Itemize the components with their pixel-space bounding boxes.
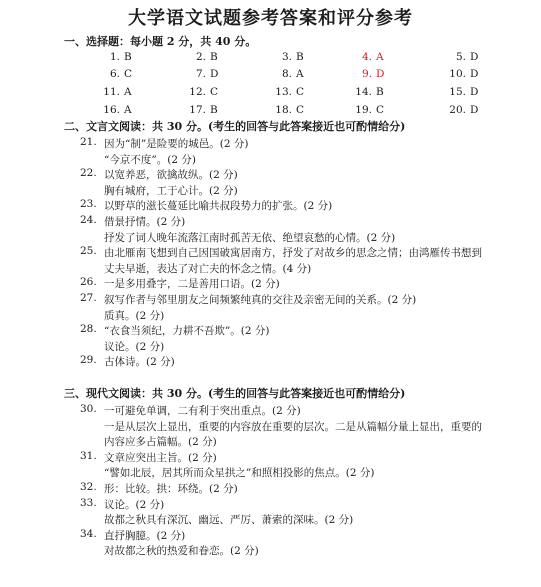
question-number: 32. (80, 481, 97, 493)
section-1-heading: 一、选择题：每小题 2 分，共 40 分。 (64, 35, 257, 48)
answer-text: “今京不度”。(2 分) (104, 153, 196, 166)
mc-answer-letter: A (124, 86, 132, 98)
mc-question-number: 15. (449, 86, 466, 98)
answer-text: 古体诗。(2 分) (104, 356, 175, 369)
mc-question-number: 9. (361, 68, 372, 80)
mc-question-number: 11. (103, 86, 120, 98)
question-number: 34. (80, 527, 97, 540)
mc-question-number: 14. (355, 86, 372, 98)
mc-question-number: 8. (281, 68, 292, 80)
section-3-heading: 三、现代文阅读：共 30 分。(考生的回答与此答案接近也可酌情给分) (64, 387, 406, 400)
answer-text: 形：比较。拱：环绕。(2 分) (104, 483, 238, 495)
answer-text: 一是多用叠字，二是善用口语。(2 分) (104, 278, 280, 291)
answer-text: 内容应多占篇幅。(2 分) (104, 436, 217, 449)
mc-answer-letter: D (376, 68, 385, 80)
answer-text: 议论。(2 分) (104, 498, 165, 511)
answer-text: 丈夫早逝，表达了对亡夫的怀念之情。(4 分) (104, 262, 312, 275)
mc-question-number: 10. (449, 68, 466, 80)
answer-text: 抒发了词人晚年流落江南时孤苦无依、绝望哀愁的心情。(2 分) (104, 231, 396, 244)
mc-answer-letter: C (124, 68, 133, 80)
question-number: 26. (80, 276, 97, 289)
mc-question-number: 1. (109, 51, 120, 63)
mc-answer-letter: A (376, 51, 384, 63)
answer-text: 由北雁南飞想到自己因国破寓居南方，抒发了对故乡的思念之情；由鸿雁传书想到 (104, 247, 482, 260)
question-number: 24. (80, 214, 97, 226)
mc-question-number: 5. (455, 51, 466, 63)
question-number: 22. (80, 167, 97, 180)
mc-answer-letter: C (296, 104, 305, 116)
question-number: 21. (80, 136, 97, 148)
question-number: 25. (80, 245, 97, 258)
mc-answer-letter: D (210, 68, 219, 80)
mc-question-number: 3. (281, 51, 292, 63)
mc-question-number: 7. (195, 68, 206, 80)
mc-question-number: 13. (275, 86, 292, 98)
answer-text: 一是从层次上显出，重要的内容放在重要的层次。二是从篇幅分量上显出，重要的 (104, 420, 482, 433)
question-number: 28. (80, 323, 97, 336)
mc-answer-letter: B (124, 51, 132, 63)
mc-question-number: 6. (109, 68, 120, 80)
mc-answer-letter: A (124, 104, 132, 116)
answer-text: “譬如北辰，居其所而众星拱之”和照相投影的焦点。(2 分) (104, 467, 375, 480)
answer-text: “衣食当须纪，力耕不吾欺”。(2 分) (104, 325, 270, 338)
mc-question-number: 16. (103, 104, 120, 116)
answer-text: 议论。(2 分) (104, 340, 165, 353)
answer-text: 直抒胸臆。(2 分) (104, 529, 186, 542)
question-number: 30. (80, 403, 97, 415)
answer-text: 因为“制”是险要的城邑。(2 分) (104, 138, 249, 150)
answer-text: 以野草的滋长蔓延比喻共叔段势力的扩张。(2 分) (104, 200, 333, 213)
mc-question-number: 17. (189, 104, 206, 116)
mc-question-number: 19. (355, 104, 372, 116)
mc-answer-letter: B (210, 104, 218, 116)
answer-text: 胸有城府，工于心计。(2 分) (104, 184, 238, 197)
mc-answer-letter: A (296, 68, 304, 80)
mc-answer-letter: D (470, 104, 479, 116)
answer-text: 借景抒情。(2 分) (104, 216, 186, 228)
question-number: 33. (80, 496, 97, 509)
mc-answer-letter: D (470, 51, 479, 63)
answer-text: 叙写作者与邻里朋友之间频繁纯真的交往及亲密无间的关系。(2 分) (104, 294, 417, 306)
mc-answer-letter: C (376, 104, 385, 116)
mc-question-number: 2. (195, 51, 206, 63)
mc-answer-letter: D (470, 86, 479, 98)
answer-text: 对故都之秋的热爱和眷恋。(2 分) (104, 545, 259, 558)
mc-question-number: 20. (449, 104, 466, 116)
answer-text: 一可避免单调，二有利于突出重点。(2 分) (104, 405, 301, 417)
answer-text: 质真。(2 分) (104, 309, 165, 322)
answer-text: 文章应突出主旨。(2 分) (104, 451, 217, 464)
mc-answer-letter: B (296, 51, 304, 63)
mc-question-number: 4. (361, 51, 372, 63)
section-2-heading: 二、文言文阅读：共 30 分。(考生的回答与此答案接近也可酌情给分) (64, 120, 406, 133)
question-number: 27. (80, 292, 97, 304)
mc-answer-letter: C (296, 86, 305, 98)
answer-text: 故都之秋具有深沉、幽远、严厉、萧索的深味。(2 分) (104, 514, 354, 527)
mc-question-number: 12. (189, 86, 206, 98)
mc-answer-letter: B (210, 51, 218, 63)
answer-text: 以宽养恶，欲擒故纵。(2 分) (104, 169, 238, 182)
mc-answer-letter: D (470, 68, 479, 80)
question-number: 31. (80, 449, 97, 462)
question-number: 23. (80, 198, 97, 211)
question-number: 29. (80, 354, 97, 367)
mc-answer-letter: B (376, 86, 384, 98)
page-title: 大学语文试题参考答案和评分参考 (128, 8, 413, 29)
mc-answer-letter: C (210, 86, 219, 98)
mc-question-number: 18. (275, 104, 292, 116)
